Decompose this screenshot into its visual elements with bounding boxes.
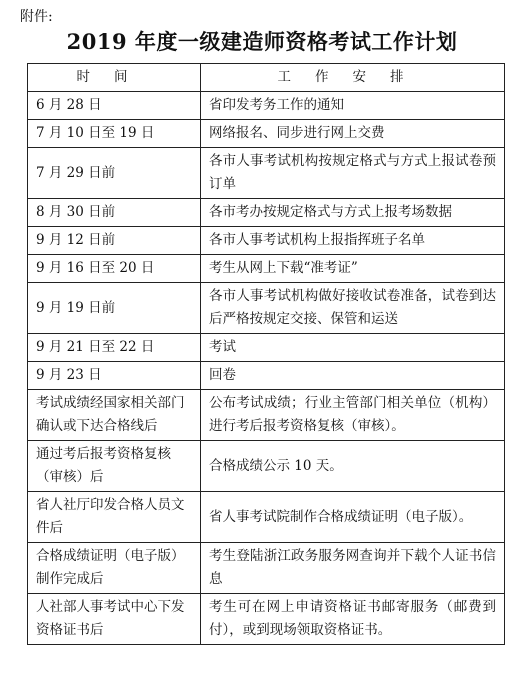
table-row	[28, 148, 505, 199]
task-cell: 回卷	[201, 362, 505, 390]
table-body	[28, 92, 505, 645]
task-cell: 合格成绩公示 10 天。	[201, 441, 505, 492]
time-cell: 6 月 28 日	[28, 92, 201, 120]
task-cell: 考试	[201, 334, 505, 362]
task-cell: 考生可在网上申请资格证书邮寄服务（邮费到付），或到现场领取资格证书。	[201, 594, 505, 645]
task-cell: 网络报名、同步进行网上交费	[201, 120, 505, 148]
table-row	[28, 227, 505, 255]
annex-label: 附件:	[20, 9, 53, 25]
time-cell: 8 月 30 日前	[28, 199, 201, 227]
table-row	[28, 255, 505, 283]
task-cell: 各市考办按规定格式与方式上报考场数据	[201, 199, 505, 227]
task-cell: 省人事考试院制作合格成绩证明（电子版）。	[201, 492, 505, 543]
time-cell: 7 月 29 日前	[28, 148, 201, 199]
table-row	[28, 120, 505, 148]
header-time: 时间	[28, 64, 201, 92]
time-cell: 9 月 12 日前	[28, 227, 201, 255]
schedule-table	[27, 63, 505, 645]
table-row	[28, 92, 505, 120]
table-row	[28, 390, 505, 441]
time-cell: 9 月 21 日至 22 日	[28, 334, 201, 362]
table-header-row	[28, 64, 505, 92]
task-cell: 省印发考务工作的通知	[201, 92, 505, 120]
time-cell: 9 月 23 日	[28, 362, 201, 390]
time-cell: 省人社厅印发合格人员文件后	[28, 492, 201, 543]
time-cell: 9 月 16 日至 20 日	[28, 255, 201, 283]
time-cell: 9 月 19 日前	[28, 283, 201, 334]
task-cell: 考生登陆浙江政务服务网查询并下载个人证书信息	[201, 543, 505, 594]
task-cell: 各市人事考试机构做好接收试卷准备，试卷到达后严格按规定交接、保管和运送	[201, 283, 505, 334]
table-row	[28, 334, 505, 362]
time-cell: 合格成绩证明（电子版）制作完成后	[28, 543, 201, 594]
document-title: 2019 年度一级建造师资格考试工作计划	[66, 29, 458, 54]
table-row	[28, 199, 505, 227]
task-cell: 各市人事考试机构按规定格式与方式上报试卷预订单	[201, 148, 505, 199]
task-cell: 各市人事考试机构上报指挥班子名单	[201, 227, 505, 255]
table-row	[28, 492, 505, 543]
time-cell: 7 月 10 日至 19 日	[28, 120, 201, 148]
task-cell: 考生从网上下载“准考证”	[201, 255, 505, 283]
time-cell: 通过考后报考资格复核（审核）后	[28, 441, 201, 492]
table-row	[28, 594, 505, 645]
table-row	[28, 283, 505, 334]
header-task: 工作安排	[201, 64, 505, 92]
table-row	[28, 362, 505, 390]
table-row	[28, 441, 505, 492]
table-row	[28, 543, 505, 594]
task-cell: 公布考试成绩；行业主管部门相关单位（机构）进行考后报考资格复核（审核）。	[201, 390, 505, 441]
time-cell: 考试成绩经国家相关部门确认或下达合格线后	[28, 390, 201, 441]
time-cell: 人社部人事考试中心下发资格证书后	[28, 594, 201, 645]
